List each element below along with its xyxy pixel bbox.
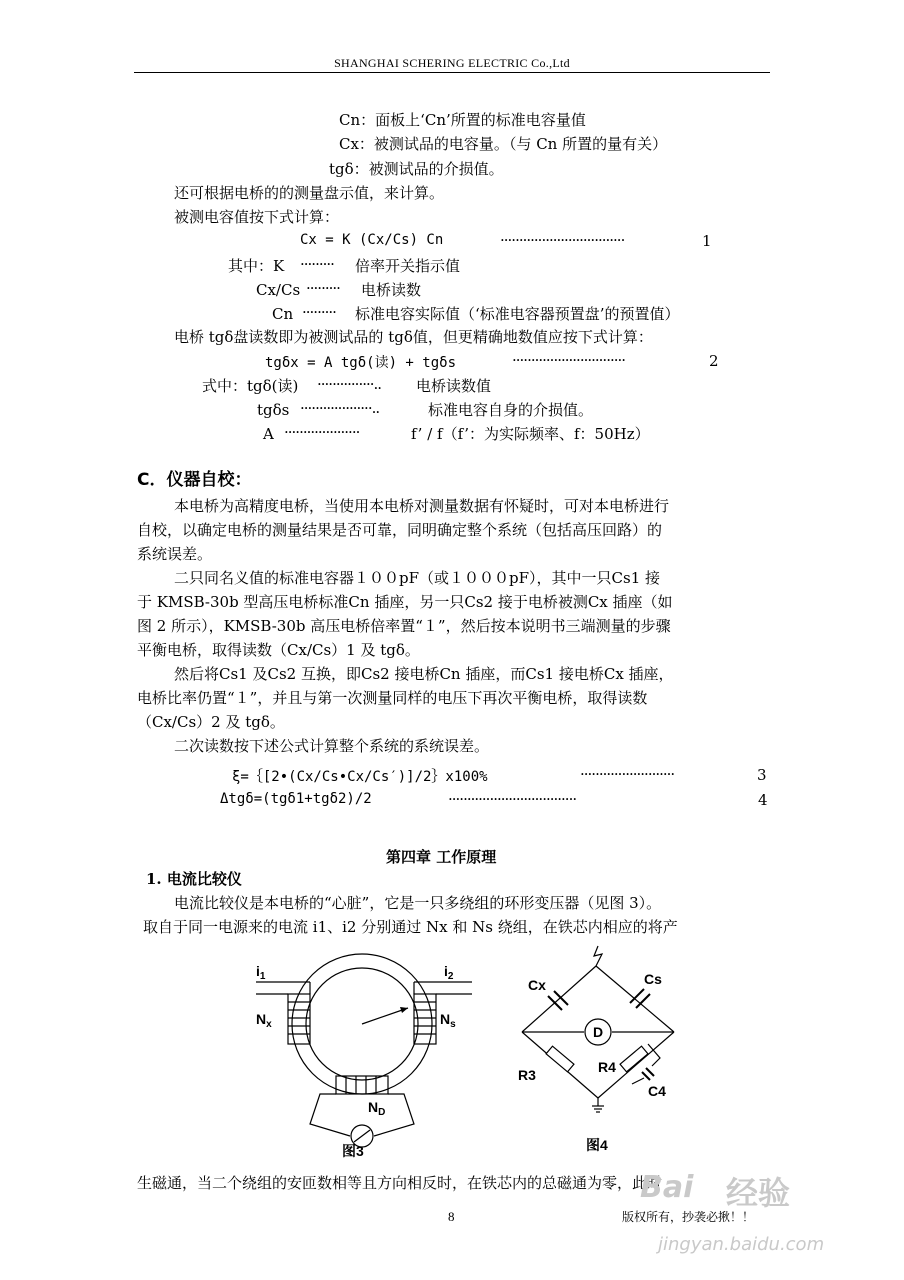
watermark-logo: Bai — [640, 1170, 694, 1205]
where2-r2-dots: ···················.. — [300, 399, 380, 417]
fig3-i2-label: $i_2$ — [444, 963, 454, 982]
section-c-p2-l1: 二只同名义值的标准电容器１００pF（或１０００pF），其中一只Cs1 接 — [174, 569, 661, 587]
where2-r2-desc: 标准电容自身的介损值。 — [428, 401, 594, 419]
section-c-p1-l3: 系统误差。 — [137, 545, 213, 563]
fig4-caption: 图4 — [586, 1137, 608, 1153]
watermark-brand: 经验 — [726, 1174, 791, 1212]
header-rule — [134, 72, 770, 73]
def-cx: Cx：被测试品的电容量。（与 Cn 所置的量有关） — [339, 135, 668, 153]
where1-cn-desc: 标准电容实际值（‘标准电容器预置盘’的预置值） — [355, 305, 680, 323]
def-cn: Cn：面板上‘Cn’所置的标准电容量值 — [339, 111, 586, 129]
figure-3-current-comparator — [250, 946, 480, 1162]
sec1-title: 1. 电流比较仪 — [146, 870, 242, 888]
where1-k-dots: ········· — [300, 255, 334, 273]
section-c-p1-l1: 本电桥为高精度电桥，当使用本电桥对测量数据有怀疑时，可对本电桥进行 — [174, 497, 670, 515]
where1-cn-dots: ········· — [302, 303, 336, 321]
eq2-dots: ······························ — [512, 351, 626, 369]
fig3-nd-label: $N_D$ — [368, 1099, 386, 1118]
eq4-expr: Δtgδ=(tgδ1+tgδ2)/2 — [220, 791, 372, 807]
section-c-p3-l3: （Cx/Cs）2 及 tgδ。 — [137, 713, 285, 731]
where1-cxcs-desc: 电桥读数 — [361, 281, 422, 299]
eq1-expr: Cx = K (Cx/Cs) Cn — [300, 232, 444, 248]
where1-k-desc: 倍率开关指示值 — [355, 257, 461, 275]
section-c-p3-l2: 电桥比率仍置“１”，并且与第一次测量同样的电压下再次平衡电桥，取得读数 — [137, 689, 648, 707]
where1-cxcs-label: Cx/Cs — [256, 281, 301, 299]
figure-4-bridge-circuit — [510, 940, 700, 1162]
where2-r1-desc: 电桥读数值 — [416, 377, 492, 395]
copyright-note: 版权所有，抄袭必揪！！ — [622, 1210, 755, 1224]
eq2-number: 2 — [709, 352, 719, 370]
page-header: SHANGHAI SCHERING ELECTRIC Co.,Ltd — [334, 56, 570, 70]
page-number: 8 — [448, 1209, 455, 1224]
where1-cn-label: Cn — [272, 305, 294, 323]
where2-r3-dots: ···················· — [284, 423, 360, 441]
eq4-number: 4 — [758, 791, 768, 809]
para-tg: 电桥 tgδ盘读数即为被测试品的 tgδ值，但更精确地数值应按下式计算： — [174, 328, 653, 346]
eq4-dots: ·································· — [448, 790, 577, 808]
where2-r1-dots: ···············.. — [317, 375, 382, 393]
section-c-p2-l3: 图 2 所示），KMSB-30b 高压电桥倍率置“１”，然后按本说明书三端测量的步骤 — [137, 617, 671, 635]
fig3-i1-label: $i_1$ — [256, 963, 266, 982]
para-last-line: 生磁通，当二个绕组的安匝数相等且方向相反时，在铁芯内的总磁通为零，此时 — [137, 1174, 663, 1192]
para-calc2: 被测电容值按下式计算： — [174, 208, 340, 226]
fig4-cs-label: Cs — [644, 971, 662, 987]
section-c-title: C．仪器自校： — [137, 470, 252, 490]
where1-cxcs-dots: ········· — [306, 279, 340, 297]
fig4-cx-label: Cx — [528, 977, 546, 993]
eq1-dots: ································· — [500, 231, 625, 249]
section-c-p3-l1: 然后将Cs1 及Cs2 互换，即Cs2 接电桥Cn 插座，而Cs1 接电桥Cx 插座， — [174, 665, 674, 683]
watermark-url: jingyan.baidu.com — [658, 1234, 825, 1255]
section-c-p2-l2: 于 KMSB-30b 型高压电桥标准Cn 插座，另一只Cs2 接于电桥被测Cx 插座（如 — [137, 593, 673, 611]
fig3-caption: 图3 — [342, 1143, 364, 1159]
para-calc1: 还可根据电桥的的测量盘示值，来计算。 — [174, 184, 445, 202]
chapter-title: 第四章 工作原理 — [386, 848, 497, 866]
fig4-c4-label: C4 — [648, 1083, 666, 1099]
fig3-nx-label: $N_x$ — [256, 1011, 272, 1030]
where2-r2-label: tgδs — [257, 401, 290, 419]
eq3-dots: ························· — [580, 765, 675, 783]
eq3-number: 3 — [757, 766, 767, 784]
fig4-r3-label: R3 — [518, 1067, 536, 1083]
sec1-l2: 取自于同一电源来的电流 i1、i2 分别通过 Nx 和 Ns 绕组，在铁芯内相应的将产 — [143, 918, 678, 936]
where2-r3-label: A — [263, 425, 274, 443]
eq3-expr: ξ=｛[2•(Cx/Cs•Cx/Cs′)]/2｝x100% — [232, 769, 488, 785]
fig3-ns-label: $N_s$ — [440, 1011, 456, 1030]
fig4-d-label: D — [593, 1024, 604, 1040]
eq2-expr: tgδx = A tgδ(读) + tgδs — [265, 355, 457, 371]
section-c-p2-l4: 平衡电桥，取得读数（Cx/Cs）1 及 tgδ。 — [137, 641, 420, 659]
where2-r3-desc: f’ / f（f’：为实际频率、f：50Hz） — [411, 425, 650, 443]
fig4-r4-label: R4 — [598, 1059, 616, 1075]
where2-r1-label: 式中：tgδ(读) — [202, 377, 299, 395]
sec1-l1: 电流比较仪是本电桥的“心脏”，它是一只多绕组的环形变压器（见图 3）。 — [174, 894, 662, 912]
def-tg: tgδ：被测试品的介损值。 — [329, 160, 504, 178]
eq1-number: 1 — [702, 232, 712, 250]
section-c-p1-l2: 自校，以确定电桥的测量结果是否可靠，同明确定整个系统（包括高压回路）的 — [137, 521, 663, 539]
section-c-p4: 二次读数按下述公式计算整个系统的系统误差。 — [174, 737, 490, 755]
where1-k-label: 其中：K — [228, 257, 285, 275]
